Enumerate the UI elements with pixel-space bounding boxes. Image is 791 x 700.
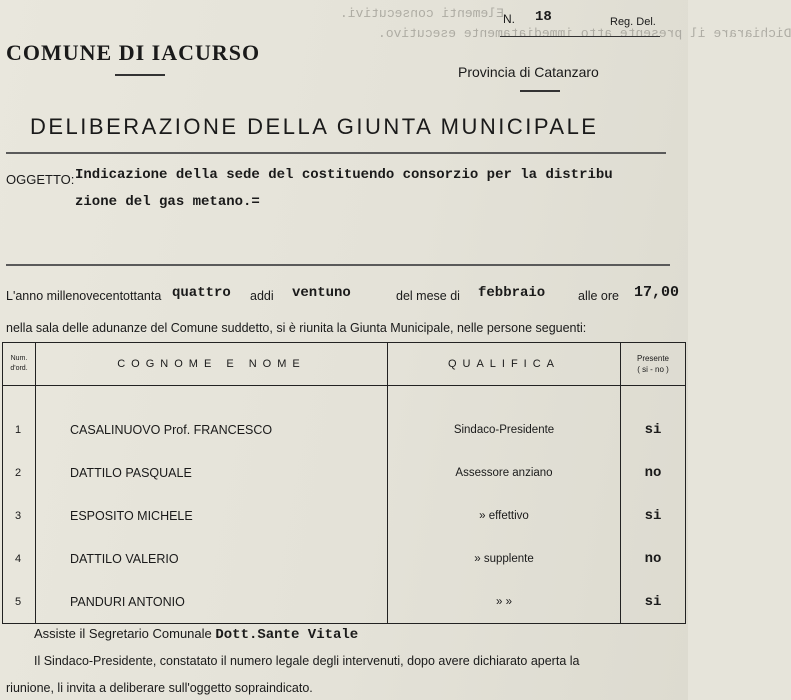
assiste-line <box>34 626 358 643</box>
sindaco-line1: Il Sindaco-Presidente, constatato il numero legale degli intervenuti, dopo avere dichiarato aperta la <box>34 654 580 668</box>
anno-label: L'anno millenovecentottanta <box>6 289 162 303</box>
reg-label: Reg. Del. <box>610 16 656 28</box>
table-row: 3 ESPOSITO MICHELE » effettivo si <box>3 494 686 537</box>
anno-typed: quattro <box>172 285 231 301</box>
ore-label: alle ore <box>578 289 619 303</box>
comune-name: COMUNE DI IACURSO <box>6 40 261 65</box>
mese-label: del mese di <box>396 289 460 303</box>
deliberation-number: 18 <box>535 9 552 25</box>
assiste-label: Assiste il Segretario Comunale <box>34 626 212 641</box>
underline <box>115 74 165 76</box>
header-num: Num. d'ord. <box>3 343 36 386</box>
number-label: N. <box>503 12 515 26</box>
table-header-row <box>3 343 686 386</box>
document-title: DELIBERAZIONE DELLA GIUNTA MUNICIPALE <box>30 114 599 139</box>
bleed-through-text: Elementi consecutivi. <box>340 6 504 21</box>
header-qualifica: QUALIFICA <box>388 343 621 386</box>
sindaco-line2: riunione, li invita a deliberare sull'oggetto sopraindicato. <box>6 681 313 695</box>
header-nome: COGNOME E NOME <box>36 343 388 386</box>
bleed-through-text: Dichiarare il presente atto immediatamente esecutivo. <box>378 26 791 41</box>
table-row: 4 DATTILO VALERIO » supplente no <box>3 537 686 580</box>
segretario-name: Dott.Sante Vitale <box>215 627 359 643</box>
intro-line2: nella sala delle adunanze del Comune suddetto, si è riunita la Giunta Municipale, nelle persone seguenti: <box>6 321 587 335</box>
ore-typed: 17,00 <box>634 284 680 301</box>
table-spacer <box>3 386 686 409</box>
oggetto-label: OGGETTO: <box>6 172 75 187</box>
attendance-table <box>2 342 686 624</box>
table-row: 1 CASALINUOVO Prof. FRANCESCO Sindaco-Presidente si <box>3 408 686 451</box>
divider <box>6 152 666 154</box>
mese-typed: febbraio <box>478 285 546 301</box>
divider <box>6 264 670 266</box>
giorno-typed: ventuno <box>292 285 351 301</box>
underline <box>520 90 560 92</box>
addi-label: addi <box>250 289 274 303</box>
table-row: 2 DATTILO PASQUALE Assessore anziano no <box>3 451 686 494</box>
oggetto-text-line1: Indicazione della sede del costituendo consorzio per la distribu <box>75 167 613 183</box>
header-presente: Presente ( si - no ) <box>621 343 686 386</box>
table-row: 5 PANDURI ANTONIO » » si <box>3 580 686 624</box>
provincia: Provincia di Catanzaro <box>458 64 599 80</box>
oggetto-text-line2: zione del gas metano.= <box>75 194 260 210</box>
